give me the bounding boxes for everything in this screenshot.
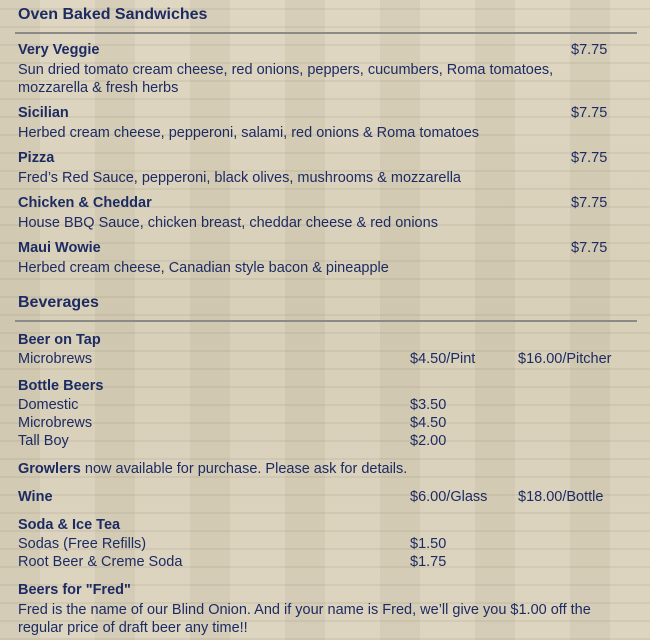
soda-title: Soda & Ice Tea <box>18 517 121 533</box>
section-divider <box>15 32 637 34</box>
menu-item-description: Herbed cream cheese, pepperoni, salami, red onions & Roma tomatoes <box>18 125 480 141</box>
menu-item-price: $7.75 <box>571 105 608 121</box>
wine-glass-price: $6.00/Glass <box>410 489 488 505</box>
bottle-beer-price: $4.50 <box>410 415 447 431</box>
menu-item-description: House BBQ Sauce, chicken breast, cheddar cheese & red onions <box>18 215 438 231</box>
soda-label: Root Beer & Creme Soda <box>18 554 183 570</box>
wine-bottle-price: $18.00/Bottle <box>518 489 604 505</box>
bottle-beer-label: Domestic <box>18 397 79 413</box>
wine-title: Wine <box>18 489 53 505</box>
growlers-note <box>18 461 407 477</box>
bottle-beer-label: Tall Boy <box>18 433 69 449</box>
menu-item-name: Very Veggie <box>18 42 100 58</box>
growlers-text: now available for purchase. Please ask for details. <box>80 461 408 477</box>
menu-item-name: Pizza <box>18 150 55 166</box>
menu-item-price: $7.75 <box>571 42 608 58</box>
bottle-beer-price: $2.00 <box>410 433 447 449</box>
menu-item-description: Herbed cream cheese, Canadian style bacon & pineapple <box>18 260 389 276</box>
beer-on-tap-title: Beer on Tap <box>18 332 101 348</box>
fred-description: Fred is the name of our Blind Onion. And if your name is Fred, we’ll give you $1.00 off the regular price of draft beer any time!! <box>18 602 591 636</box>
beer-on-tap-pint-price: $4.50/Pint <box>410 351 476 367</box>
menu-item-price: $7.75 <box>571 150 608 166</box>
menu-item-name: Chicken & Cheddar <box>18 195 152 211</box>
section-title-sandwiches: Oven Baked Sandwiches <box>18 6 208 23</box>
menu-item-price: $7.75 <box>571 195 608 211</box>
section-title-beverages: Beverages <box>18 294 99 311</box>
beer-on-tap-pitcher-price: $16.00/Pitcher <box>518 351 612 367</box>
soda-price: $1.50 <box>410 536 447 552</box>
bottle-beers-title: Bottle Beers <box>18 378 104 394</box>
fred-title: Beers for "Fred" <box>18 582 131 598</box>
menu-item-name: Maui Wowie <box>18 240 101 256</box>
menu-item-description: Sun dried tomato cream cheese, red onions, peppers, cucumbers, Roma tomatoes, mozzarella & fresh herbs <box>18 62 554 96</box>
bottle-beer-label: Microbrews <box>18 415 93 431</box>
beer-on-tap-label: Microbrews <box>18 351 93 367</box>
section-divider <box>15 320 637 322</box>
menu-item-price: $7.75 <box>571 240 608 256</box>
bottle-beer-price: $3.50 <box>410 397 447 413</box>
menu-item-name: Sicilian <box>18 105 69 121</box>
menu-item-description: Fred’s Red Sauce, pepperoni, black olives, mushrooms & mozzarella <box>18 170 461 186</box>
growlers-label: Growlers <box>18 461 81 477</box>
soda-label: Sodas (Free Refills) <box>18 536 147 552</box>
soda-price: $1.75 <box>410 554 447 570</box>
